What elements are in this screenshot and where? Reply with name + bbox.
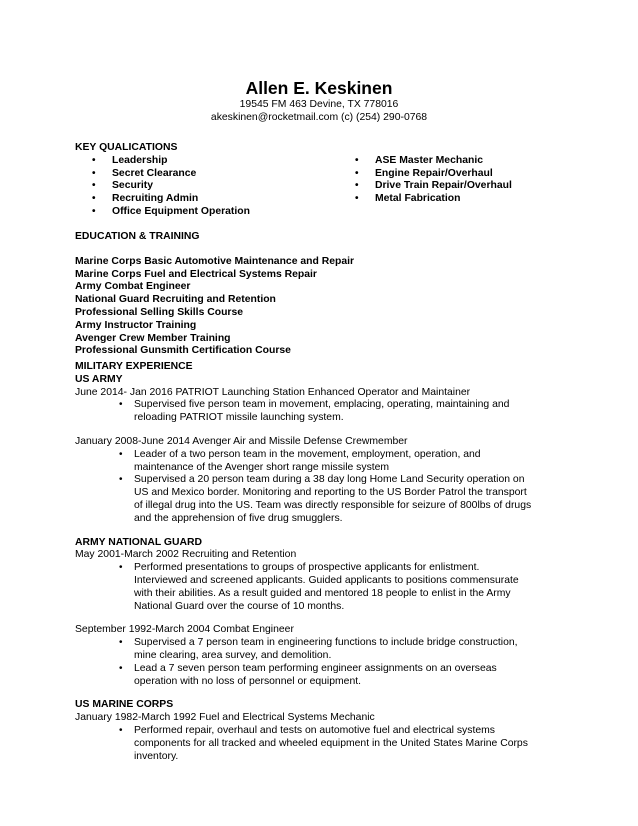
job-bullets	[75, 449, 595, 526]
qualification-item: • Recruiting Admin	[75, 193, 250, 206]
job-bullet: • Supervised five person team in movement, emplacing, operating, maintaining and reloading PATRIOT missile launching system.	[75, 399, 534, 425]
qualification-item: • Secret Clearance	[75, 168, 250, 181]
job-bullets	[75, 399, 595, 425]
job-bullets	[75, 562, 595, 613]
military-section	[75, 361, 595, 763]
job-title: January 1982-March 1992 Fuel and Electrical Systems Mechanic	[75, 712, 375, 724]
education-item: National Guard Recruiting and Retention	[75, 294, 276, 306]
education-item: Army Combat Engineer	[75, 281, 191, 293]
guard-heading: ARMY NATIONAL GUARD	[75, 536, 202, 548]
qualifications-heading: KEY QUALICATIONS	[75, 142, 178, 153]
job-bullet: • Supervised a 7 person team in engineering functions to include bridge construction, mine clearing, area survey, and demolition.	[75, 637, 534, 663]
education-item: Professional Selling Skills Course	[75, 306, 244, 318]
resume-header	[0, 78, 638, 124]
qualifications-left-list	[75, 155, 250, 219]
qualifications-right-list	[338, 155, 512, 206]
job-title: September 1992-March 2004 Combat Engineer	[75, 624, 294, 636]
marine-heading: US MARINE CORPS	[75, 699, 174, 711]
job-bullets	[75, 725, 595, 763]
qualification-item: • ASE Master Mechanic	[338, 155, 512, 168]
education-item: Marine Corps Basic Automotive Maintenance and Repair	[75, 255, 355, 267]
job-bullets	[75, 637, 595, 688]
job-bullet: • Lead a 7 seven person team performing engineer assignments on an overseas operation with no loss of personnel or equipment.	[75, 663, 534, 689]
job-bullet: • Performed presentations to groups of prospective applicants for enlistment. Interviewed and screened applicants. Guided applicants to positions commensurate with their abilities. As a result guided and mentored 18 people to enlist in the Army National Guard over the course of 10 months.	[75, 562, 534, 613]
job-bullet: • Performed repair, overhaul and tests on automotive fuel and electrical systems components for all tracked and wheeled equipment in the United States Marine Corps inventory.	[75, 725, 534, 763]
address-line: 19545 FM 463 Devine, TX 778016	[239, 99, 399, 110]
qualification-item: • Office Equipment Operation	[75, 206, 250, 219]
job-title: June 2014- Jan 2016 PATRIOT Launching Station Enhanced Operator and Maintainer	[75, 386, 471, 398]
qualification-item: • Drive Train Repair/Overhaul	[338, 180, 512, 193]
qualifications-section	[75, 142, 595, 221]
qualification-item: • Metal Fabrication	[338, 193, 512, 206]
job-bullet: • Supervised a 20 person team during a 38 day long Home Land Security operation on US and Mexico border. Monitoring and reporting to the US Border Patrol the transport of illegal drug into the US. Team was directly responsible for seizure of 800lbs of drugs and the apprehension of five drug smugglers.	[75, 474, 534, 525]
job-title: May 2001-March 2002 Recruiting and Retention	[75, 549, 297, 561]
qualification-item: • Engine Repair/Overhaul	[338, 168, 512, 181]
education-heading: EDUCATION & TRAINING	[75, 231, 200, 242]
job-title: January 2008-June 2014 Avenger Air and Missile Defense Crewmember	[75, 435, 408, 447]
candidate-name: Allen E. Keskinen	[245, 78, 393, 98]
education-item: Army Instructor Training	[75, 319, 197, 331]
qualification-item: • Leadership	[75, 155, 250, 168]
qualification-item: • Security	[75, 180, 250, 193]
education-item: Professional Gunsmith Certification Course	[75, 345, 291, 357]
contact-line: akeskinen@rocketmail.com (c) (254) 290-0768	[210, 112, 428, 123]
education-section	[75, 231, 595, 358]
education-item: Avenger Crew Member Training	[75, 332, 231, 344]
job-bullet: • Leader of a two person team in the movement, employment, operation, and maintenance of the Avenger short range missile system	[75, 449, 534, 475]
education-item: Marine Corps Fuel and Electrical Systems Repair	[75, 268, 317, 280]
military-heading: MILITARY EXPERIENCE	[75, 361, 193, 372]
army-heading: US ARMY	[75, 373, 123, 385]
